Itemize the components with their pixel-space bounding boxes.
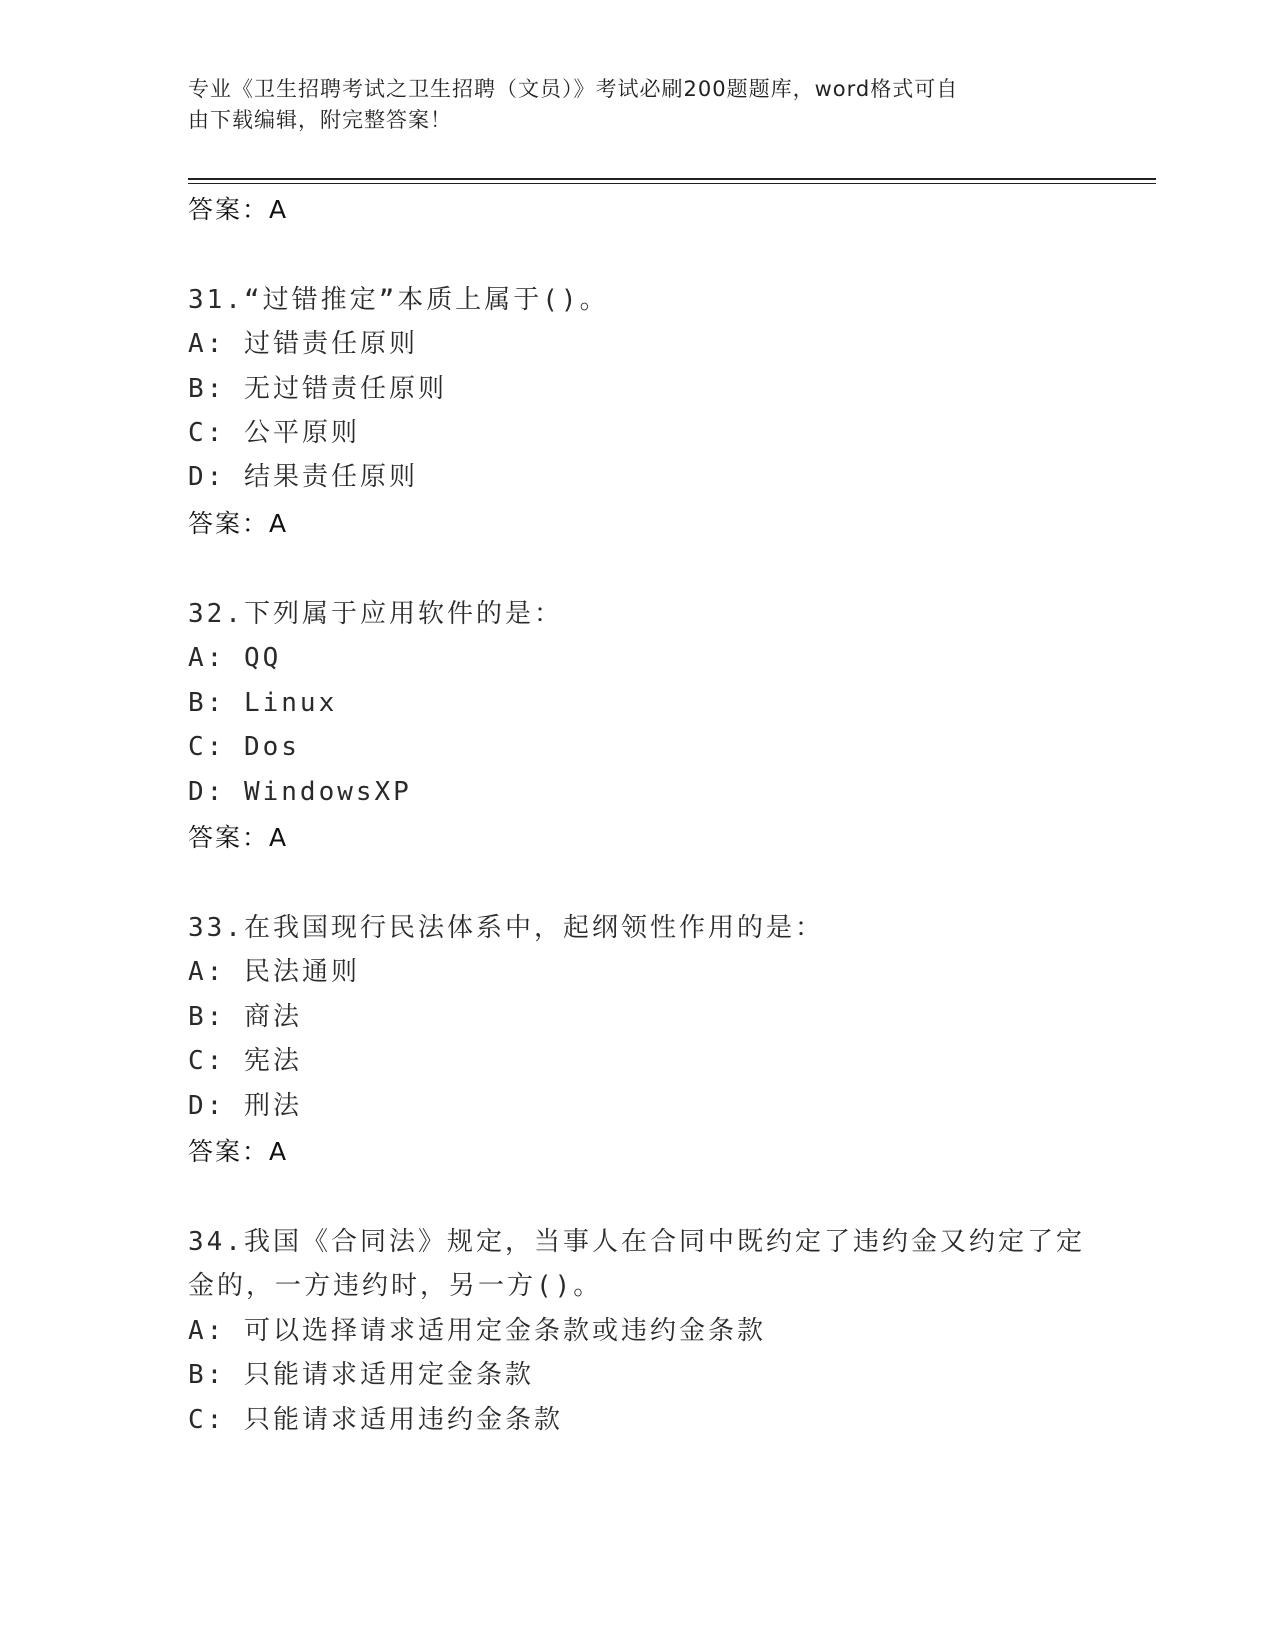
answer-line: 答案：A [188,1137,289,1166]
option-c: C: Dos [188,732,300,762]
option-c: C: 只能请求适用违约金条款 [188,1405,563,1435]
option-d: D: 结果责任原则 [188,462,418,492]
option-b: B: Linux [188,688,338,718]
option-d: D: 刑法 [188,1091,302,1121]
option-a: A: 过错责任原则 [188,329,418,359]
question-stem-line-1: 34.我国《合同法》规定，当事人在合同中既约定了违约金又约定了定 [188,1227,1085,1257]
header-divider-thin [188,183,1156,184]
document-header [188,74,1068,136]
option-d: D: WindowsXP [188,777,412,807]
question-stem-line-2: 金的，一方违约时，另一方()。 [188,1271,603,1301]
answer-line: 答案：A [188,195,289,224]
option-a: A: QQ [188,643,282,673]
option-c: C: 宪法 [188,1046,302,1076]
answer-line: 答案：A [188,509,289,538]
option-b: B: 只能请求适用定金条款 [188,1360,534,1390]
answer-line: 答案：A [188,823,289,852]
question-stem: 31.“过错推定”本质上属于()。 [188,285,609,315]
option-a: A: 可以选择请求适用定金条款或违约金条款 [188,1316,766,1346]
header-line-2: 由下载编辑，附完整答案！ [188,108,452,132]
option-b: B: 商法 [188,1002,302,1032]
question-stem: 32.下列属于应用软件的是： [188,599,563,629]
option-c: C: 公平原则 [188,418,360,448]
option-a: A: 民法通则 [188,957,360,987]
option-b: B: 无过错责任原则 [188,374,447,404]
header-divider-thick [188,178,1156,180]
question-stem: 33.在我国现行民法体系中，起纲领性作用的是： [188,913,824,943]
header-line-1: 专业《卫生招聘考试之卫生招聘（文员）》考试必刷200题题库，word格式可自 [188,77,959,101]
